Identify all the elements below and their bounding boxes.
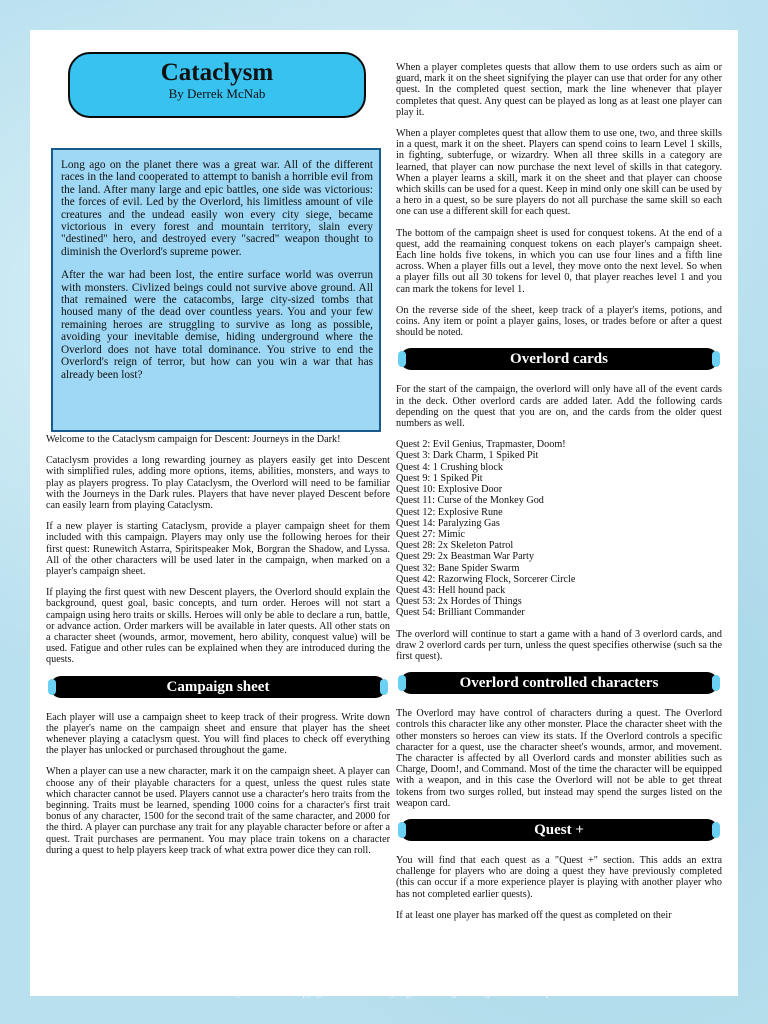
body-paragraph: If at least one player has marked off the quest as completed on their (396, 909, 672, 921)
page-title: Cataclysm (160, 59, 274, 86)
intro-paragraph: After the war had been lost, the entire surface world was overrun with monsters. Civlized beings could not survive above ground. All that remained were the catacombs, large city-sized tombs that housed many of the dead over countless years. You and your few remaining heroes are struggling to survive as long as possible, avoiding your inevitable demise, hiding underground where the Overlord does not have total dominance. You strive to end the Overlord's reign of terror, but how can you win a war that has already been lost? (61, 269, 373, 381)
intro-box (51, 148, 381, 432)
body-paragraph: When a player can use a new character, mark it on the campaign sheet. A player can choose any of their playable characters for a quest, unless the quest rules state which character cannot be used. Players cannot use a character's hero traits from the beginning. Traits must be learned, spending 1000 coins for a character's first trait bonus of any character, 1500 for the second trait of the same character, and 2000 for the third. A player can purchase any trait for any playable character before or after a quest. Trait purchases are permanent. You may place train tokens on a character during a quest to help players keep track of what extra power dice they can roll. (46, 766, 390, 856)
quest-card-list (396, 439, 722, 618)
right-column (396, 62, 722, 931)
body-paragraph: When a player completes quest that allow them to use one, two, and three skills in a quest, mark it on the sheet. Players can spend coins to learn Level 1 skills, in fighting, subterfuge, or wizardry. When all three skills in a category are learned, that player can now purchase the next level of skills in that category. When a player learns a skill, mark it on the sheet and that player can choose which skills can be used for a quest. Keep in mind only one skill can be used by a hero in a quest, so be sure players do not all purchase the same skill so each one can use a different skill for each quest. (396, 128, 722, 218)
section-heading-campaign-sheet: Campaign sheet (50, 676, 386, 698)
body-paragraph: For the start of the campaign, the overlord will only have all of the event cards in the deck. Other overlord cards are added later. Add the following cards depending on the quest that you are on, and the cards from the older quest numbers as well. (396, 384, 722, 430)
list-item: Quest 2: Evil Genius, Trapmaster, Doom! (396, 439, 566, 451)
section-heading-controlled-characters: Overlord controlled characters (400, 672, 718, 694)
title-box (68, 52, 366, 118)
list-item: Quest 42: Razorwing Flock, Sorcerer Circle (396, 573, 576, 585)
body-paragraph: The Overlord may have control of characters during a quest. The Overlord controls this character like any other monster. Place the character sheet with the other monsters so heroes can view its stats. If the Overlord controls a specific character for a quest, use the character sheet's wounds, armor, and movement. The character is affected by all Overlord cards and monster abilities such as Charge, Doom!, and Command. Most of the time the character will be equipped with a weapon, and in this case the Overlord will not be able to get threat tokens from two surges rolled, but instead may spend the surges listed on the weapon card. (396, 708, 723, 809)
body-paragraph: Welcome to the Cataclysm campaign for Descent: Journeys in the Dark! (46, 434, 341, 445)
list-item: Quest 29: 2x Beastman War Party (396, 551, 534, 563)
body-paragraph: The bottom of the campaign sheet is used for conquest tokens. At the end of a quest, add the reamaining conquest tokens on each player's campaign sheet. Each line holds five tokens, in which you can use four lines and a fifth line across. When a player fills out a level, they move onto the next level. So when a player fills out all 30 tokens for level 0, that player reaches level 1 and you can mark the tokens for level 1. (396, 227, 722, 295)
body-paragraph: Cataclysm provides a long rewarding journey as players easily get into Descent with simplified rules, adding more options, items, abilities, monsters, and ways to play as players progress. To play Cataclysm, the Overlord will need to be familiar with the Journeys in the Dark rules. Players that have never played Descent before can easily learn from playing Cataclysm. (46, 455, 390, 512)
list-item: Quest 12: Explosive Rune (396, 506, 503, 518)
page (30, 30, 738, 996)
body-paragraph: On the reverse side of the sheet, keep track of a player's items, potions, and coins. Any item or point a player gains, loses, or trades before or after a quest should be noted. (396, 304, 722, 339)
list-item: Quest 32: Bane Spider Swarm (396, 562, 520, 574)
body-paragraph: If a new player is starting Cataclysm, provide a player campaign sheet for them included with this campaign. Players may only use the following heroes for their first quest: Runewitch Astarra, Spiritspeaker Mok, Borgran the Shadow, and Lyssa. All of the other characters will be used later in the campaign, when marked on a player's campaign sheet. (46, 521, 390, 578)
list-item: Quest 43: Hell hound pack (396, 584, 506, 596)
body-paragraph: You will find that each quest as a "Quest +" section. This adds an extra challenge for players who are doing a quest they have previously completed (this can occur if a more experience player is playing with another player who has not completed earlier quests). (396, 854, 722, 900)
list-item: Quest 4: 1 Crushing block (396, 461, 503, 473)
list-item: Quest 54: Brilliant Commander (396, 607, 525, 619)
list-item: Quest 9: 1 Spiked Pit (396, 472, 483, 484)
list-item: Quest 53: 2x Hordes of Things (396, 596, 522, 608)
intro-paragraph: Long ago on the planet there was a great war. All of the different races in the land cooperated to attempt to banish a horrible evil from the land. After many large and epic battles, one side was victorious: the forces of evil. Led by the Overlord, his limitless amount of vile creatures and the undead easily won every city siege, became victorious in every forest and mountain territory, slain every "destined" hero, and destroyed every "sacred" weapon thought to diminish the Overlord's supreme power. (61, 159, 373, 258)
body-paragraph: If playing the first quest with new Descent players, the Overlord should explain the background, quest goal, basic concepts, and turn order. Heroes will not start a campaign using hero traits or skills. Heroes will only be able to declare a run, battle, or advance action. Order markers will be available in later quests. All other stats on a character sheet (wounds, armor, movement, hero ability, conquest value) will be used. Fatigue and other rules can be explained when they are introduced during the quests. (46, 587, 390, 666)
body-paragraph: The overlord will continue to start a game with a hand of 3 overlord cards, and draw 2 overlord cards per turn, unless the quest specifies otherwise (such sa the first quest). (396, 628, 722, 662)
author-line: By Derrek McNab (168, 86, 266, 101)
list-item: Quest 14: Paralyzing Gas (396, 517, 500, 529)
list-item: Quest 10: Explosive Door (396, 484, 503, 496)
copyright-footer: Descent: Journeys in the Dark is copyright 2005-2006 Fantasy Flight Publishing. All images are used with permission. (182, 988, 586, 998)
section-heading-quest-plus: Quest + (400, 819, 718, 841)
body-paragraph: Each player will use a campaign sheet to keep track of their progress. Write down the player's name on the campaign sheet and ensure that player has the sheet whenever playing a cataclysm quest. You will find places to check off everything the player has unlocked or purchased throughout the game. (46, 711, 390, 757)
section-heading-overlord-cards: Overlord cards (400, 348, 718, 370)
list-item: Quest 28: 2x Skeleton Patrol (396, 540, 514, 552)
body-paragraph: When a player completes quests that allow them to use orders such as aim or guard, mark it on the sheet signifying the player can use that order for any other quest. In the completed quest section, mark the line whenever that player completes that quest. Any quest can be played as long as at least one player can play it. (396, 62, 722, 118)
list-item: Quest 3: Dark Charm, 1 Spiked Pit (396, 450, 539, 462)
list-item: Quest 11: Curse of the Monkey God (396, 495, 544, 507)
left-body (46, 434, 390, 866)
list-item: Quest 27: Mimic (396, 528, 466, 540)
